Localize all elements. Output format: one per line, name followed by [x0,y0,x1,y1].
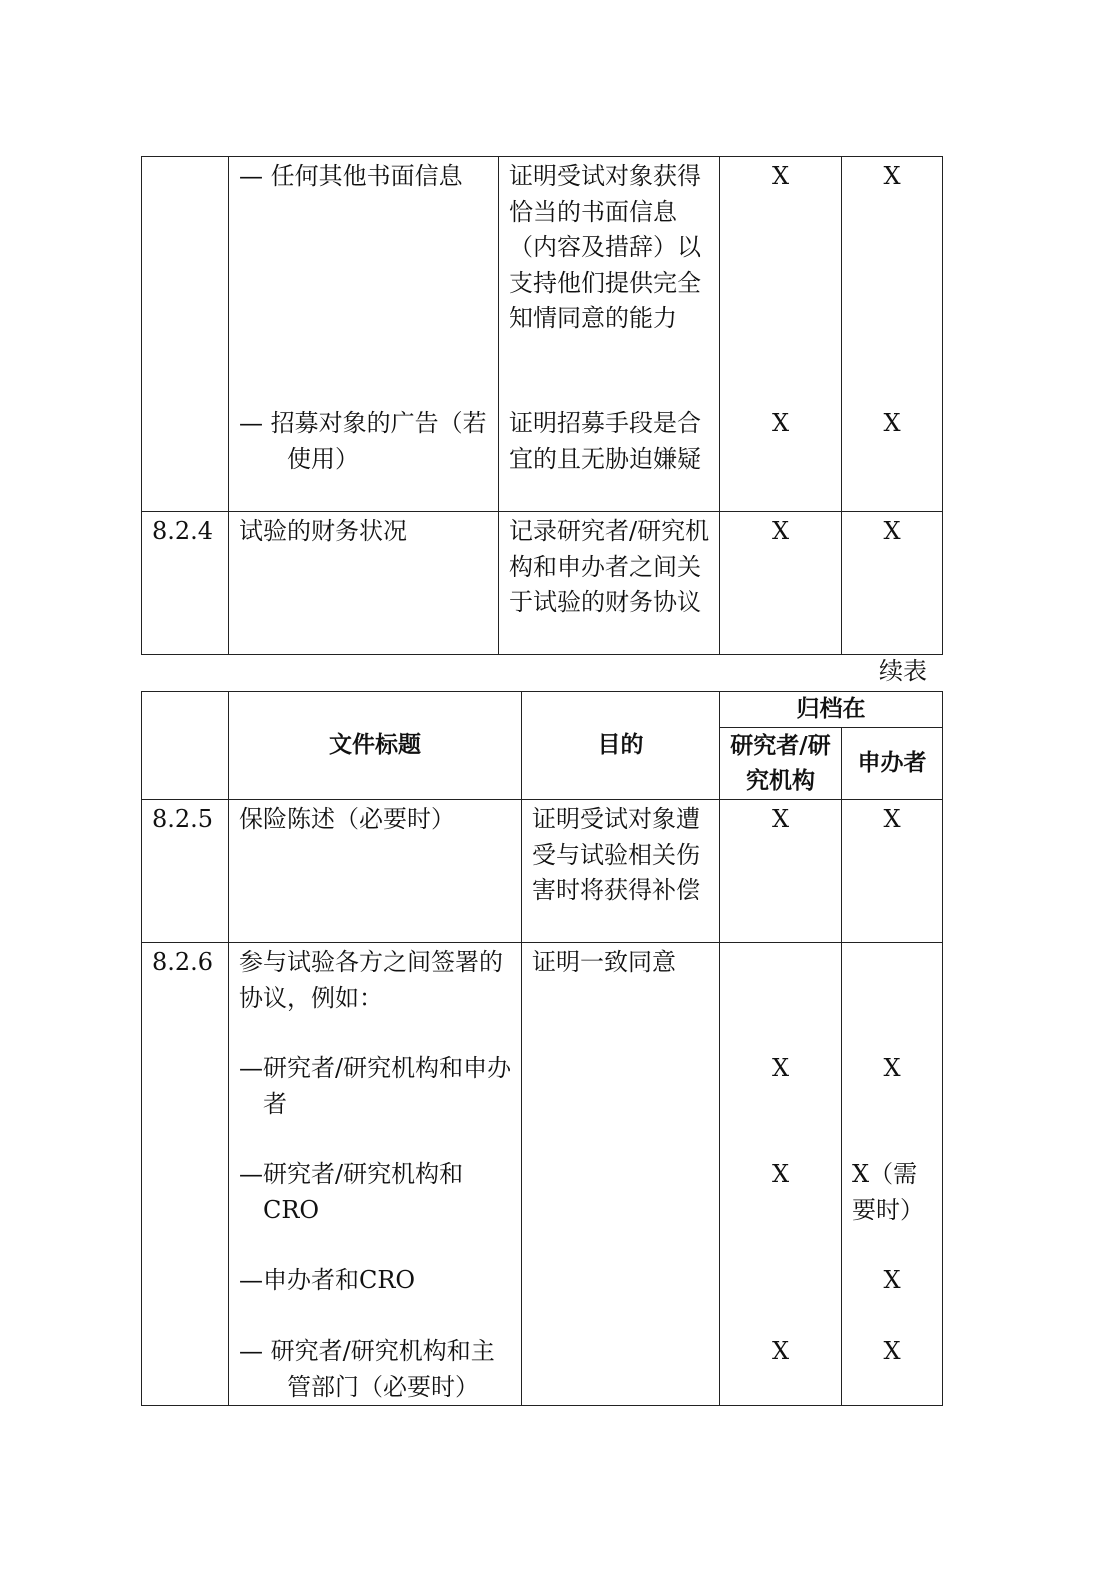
section-number: 8.2.5 [142,800,229,943]
archive-mark: X [883,409,901,437]
document-title: 参与试验各方之间签署的协议，例如： [239,948,503,1012]
section-number: 8.2.6 [142,943,229,1406]
document-title-cell [229,943,522,1406]
agreement-item: —申办者和CRO [239,1266,416,1294]
document-title-cell [229,157,499,512]
archive-mark: X [720,512,842,655]
document-table-bottom [141,691,943,1406]
archive-mark: X [883,1337,901,1365]
table-row [142,943,943,1406]
archive-mark: X [883,1266,901,1294]
investigator-mark-cell [720,943,842,1406]
archive-mark [720,1263,841,1334]
archive-mark: X（需要时） [852,1160,924,1224]
document-title: 试验的财务状况 [229,512,499,655]
agreement-item: —研究者/研究机构和申办者 [239,1054,512,1118]
archive-mark: X [883,1054,901,1082]
archive-mark: X [720,800,842,943]
table-row [142,800,943,943]
document-table-top [141,156,943,655]
section-number: 8.2.4 [142,512,229,655]
table-row [142,157,943,512]
header-title: 文件标题 [229,692,522,800]
purpose-text: 记录研究者/研究机构和申办者之间关于试验的财务协议 [499,512,720,655]
purpose-cell [499,157,720,512]
table-header-row [142,692,943,728]
document-title: — 任何其他书面信息 [239,162,463,190]
header-purpose: 目的 [522,692,720,800]
archive-mark: X [771,1054,790,1082]
purpose-text: 证明受试对象获得恰当的书面信息（内容及措辞）以支持他们提供完全知情同意的能力 [509,162,701,332]
document-title: — 招募对象的广告（若使用） [239,409,487,473]
archive-mark: X [842,512,943,655]
header-investigator: 研究者/研究机构 [720,728,842,800]
sponsor-mark-cell [842,157,943,512]
agreement-item: —研究者/研究机构和CRO [239,1160,464,1224]
document-title: 保险陈述（必要时） [229,800,522,943]
continued-label: 续表 [879,657,927,685]
archive-mark: X [771,162,790,190]
sponsor-mark-cell [842,943,943,1406]
investigator-mark-cell [720,157,842,512]
archive-mark: X [883,162,901,190]
purpose-text: 证明受试对象遭受与试验相关伤害时将获得补偿 [522,800,720,943]
agreement-item: — 研究者/研究机构和主管部门（必要时） [239,1337,495,1401]
purpose-text: 证明一致同意 [522,943,720,1406]
archive-mark: X [842,800,943,943]
section-number-cell [142,157,229,512]
table-row [142,512,943,655]
purpose-text: 证明招募手段是合宜的且无胁迫嫌疑 [509,409,701,473]
archive-mark: X [771,1160,790,1188]
header-number-cell [142,692,229,800]
header-sponsor: 申办者 [842,728,943,800]
archive-mark: X [771,1337,790,1365]
header-archived-in: 归档在 [720,692,943,728]
archive-mark: X [771,409,790,437]
